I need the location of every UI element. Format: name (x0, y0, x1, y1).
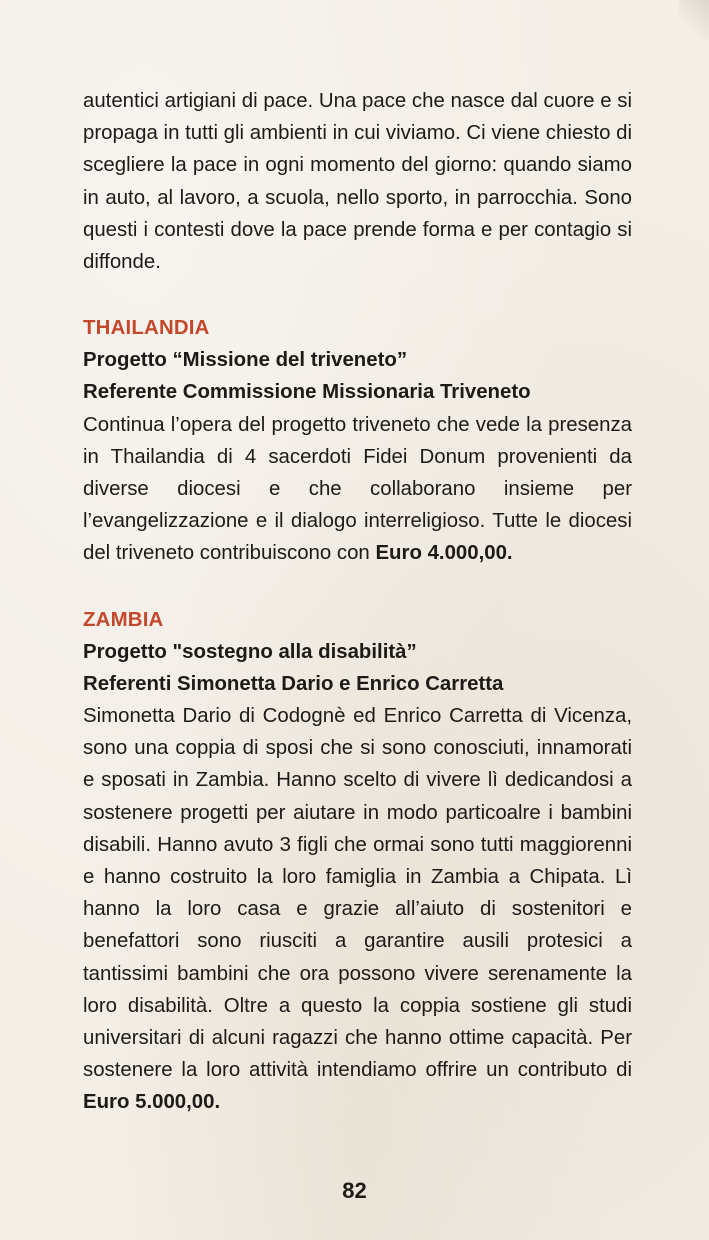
intro-paragraph: autentici artigiani di pace. Una pace che nasce dal cuore e si propaga in tutti gli ambienti in cui viviamo. Ci viene chiesto di scegliere la pace in ogni momento del giorno: quando siamo in auto, al lavoro, a scuola, nello sporto, in parrocchia. Sono questi i contesti dove la pace prende forma e per contagio si diffonde. (83, 90, 632, 274)
section-title-zambia: ZAMBIA (83, 608, 164, 631)
page-corner-shade (679, 0, 709, 40)
page-number: 82 (342, 1178, 367, 1203)
body-text-zambia: Simonetta Dario di Codognè ed Enrico Carretta di Vicenza, sono una coppia di sposi che si sono conosciuti, innamorati e sposati in Zambia. Hanno scelto di vivere lì dedicandosi a sostenere progetti per aiutare in modo particoalre i bambini disabili. Hanno avuto 3 figli che ormai sono tutti maggiorenni e hanno costruito la loro famiglia in Zambia a Chipata. Lì hanno la loro casa e grazie all’aiuto di sostenitori e benefattori sono riusciti a garantire ausili protesici a tantissimi bambini che ora possono vivere serenamente la loro disabilità. Oltre a questo la coppia sostiene gli studi universitari di alcuni ragazzi che hanno ottime capacità. Per sostenere la loro attività intendiamo offrire un contributo di (83, 705, 632, 1082)
project-title-thailandia: Progetto “Missione del triveneto” (83, 349, 408, 372)
amount-thailandia: Euro 4.000,00. (375, 542, 513, 565)
project-title-zambia: Progetto "sostegno alla disabilità” (83, 640, 417, 663)
page-content (83, 85, 632, 1119)
body-text-thailandia: Continua l’opera del progetto triveneto che vede la presenza in Thailandia di 4 sacerdoti Fidei Donum provenienti da diverse diocesi e che collaborano insieme per l’evangelizzazione e il dialogo interreligioso. Tutte le diocesi del triveneto contribuiscono con (83, 413, 632, 565)
body-thailandia (83, 409, 632, 570)
section-thailandia (83, 312, 632, 569)
section-title-thailandia: THAILANDIA (83, 317, 210, 340)
referent-zambia: Referenti Simonetta Dario e Enrico Carretta (83, 672, 504, 695)
amount-zambia: Euro 5.000,00. (83, 1091, 221, 1114)
section-zambia (83, 604, 632, 1119)
body-zambia (83, 700, 632, 1119)
referent-thailandia: Referente Commissione Missionaria Triveneto (83, 381, 531, 404)
